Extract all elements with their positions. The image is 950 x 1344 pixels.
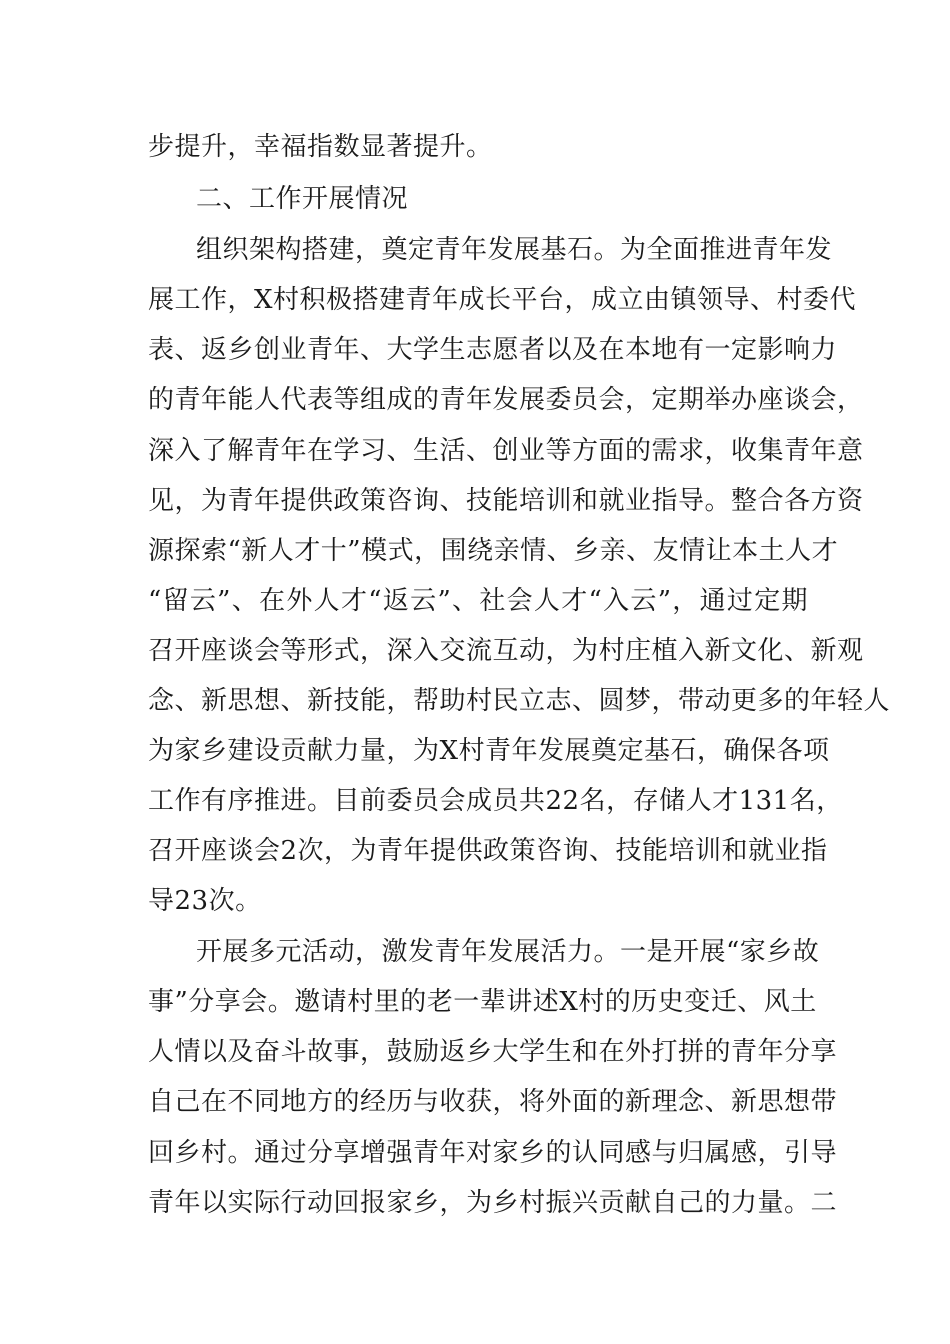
paragraph-line: 自己在不同地方的经历与收获，将外面的新理念、新思想带: [148, 1087, 838, 1117]
section-heading: 二、工作开展情况: [196, 184, 409, 214]
paragraph-line: 青年以实际行动回报家乡，为乡村振兴贡献自己的力量。二: [148, 1188, 838, 1218]
paragraph-line: 召开座谈会等形式，深入交流互动，为村庄植入新文化、新观: [148, 636, 864, 666]
text-line: 步提升，幸福指数显著提升。: [148, 132, 493, 162]
paragraph-line: 表、返乡创业青年、大学生志愿者以及在本地有一定影响力: [148, 335, 838, 365]
paragraph-line: “留云”、在外人才“返云”、社会人才“入云”，通过定期: [148, 586, 808, 616]
paragraph-line: 念、新思想、新技能，帮助村民立志、圆梦，带动更多的年轻人: [148, 686, 891, 716]
paragraph-line: 为家乡建设贡献力量，为X村青年发展奠定基石，确保各项: [148, 736, 830, 766]
paragraph-line: 的青年能人代表等组成的青年发展委员会，定期举办座谈会，: [148, 385, 864, 415]
paragraph-line: 回乡村。通过分享增强青年对家乡的认同感与归属感，引导: [148, 1138, 838, 1168]
paragraph-line: 见，为青年提供政策咨询、技能培训和就业指导。整合各方资: [148, 486, 864, 516]
paragraph-line: 深入了解青年在学习、生活、创业等方面的需求，收集青年意: [148, 436, 864, 466]
paragraph-line: 事”分享会。邀请村里的老一辈讲述X村的历史变迁、风土: [148, 987, 817, 1017]
paragraph-line: 组织架构搭建，奠定青年发展基石。为全面推进青年发: [196, 235, 833, 265]
paragraph-line: 人情以及奋斗故事，鼓励返乡大学生和在外打拼的青年分享: [148, 1037, 838, 1067]
paragraph-line: 工作有序推进。目前委员会成员共22名，存储人才131名，: [148, 786, 843, 816]
paragraph-line: 导23次。: [148, 886, 262, 916]
paragraph-line: 展工作，X村积极搭建青年成长平台，成立由镇领导、村委代: [148, 285, 857, 315]
paragraph-line: 源探索“新人才十”模式，围绕亲情、乡亲、友情让本土人才: [148, 536, 839, 566]
paragraph-line: 召开座谈会2次，为青年提供政策咨询、技能培训和就业指: [148, 836, 828, 866]
paragraph-line: 开展多元活动，激发青年发展活力。一是开展“家乡故: [196, 937, 820, 967]
